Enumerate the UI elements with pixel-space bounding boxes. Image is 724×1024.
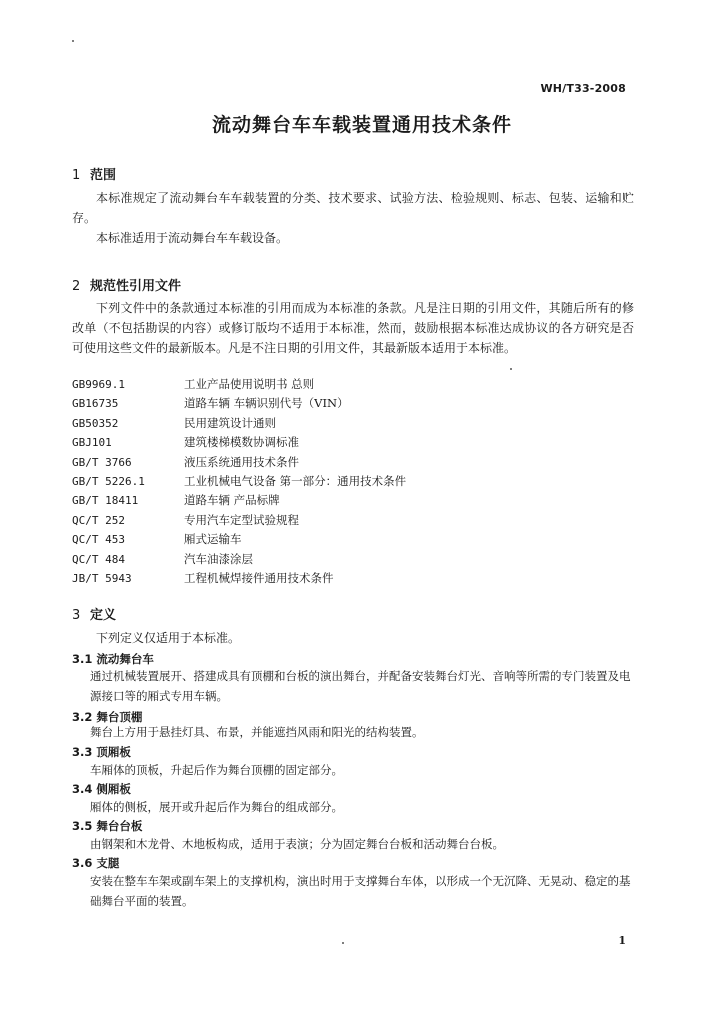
reference-code: QC/T 484: [72, 552, 125, 566]
term-heading: [72, 651, 154, 667]
reference-row: [72, 472, 632, 491]
section-2-heading: [72, 275, 181, 294]
term-title: 侧厢板: [96, 782, 131, 796]
reference-code: GB50352: [72, 416, 119, 430]
section-1-paragraph-1: 本标准规定了流动舞台车车载装置的分类、技术要求、试验方法、检验规则、标志、包装、运输和贮存。: [72, 191, 634, 225]
reference-code: GBJ101: [72, 436, 112, 450]
term-number: 3.1: [72, 652, 93, 666]
standard-code: WH/T33-2008: [540, 82, 626, 95]
section-3-intro: 下列定义仅适用于本标准。: [96, 631, 241, 645]
section-2-paragraph: 下列文件中的条款通过本标准的引用而成为本标准的条款。凡是注日期的引用文件，其随后所有的修改单（不包括勘误的内容）或修订版均不适用于本标准，然而，鼓励根据本标准达成协议的各方研究是否可使用这些文件的最新版本。凡是不注日期的引用文件，其最新版本适用于本标准。: [72, 301, 634, 355]
reference-title: 道路车辆 车辆识别代号（VIN）: [184, 396, 349, 411]
term-definition: 厢体的侧板，展开或升起后作为舞台的组成部分。: [90, 800, 343, 814]
scan-speck: [510, 368, 512, 370]
reference-title: 工程机械焊接件通用技术条件: [184, 570, 334, 585]
reference-row: [72, 414, 632, 433]
reference-code: QC/T 252: [72, 513, 125, 527]
section-3-number: 3: [72, 608, 81, 623]
reference-code: GB9969.1: [72, 378, 125, 391]
reference-title: 厢式运输车: [184, 532, 242, 547]
term-definition: 安装在整车车架或副车架上的支撑机构，演出时用于支撑舞台车体，以形成一个无沉降、无晃动、稳定的基础舞台平面的装置。: [90, 874, 631, 908]
scan-speck: [72, 40, 74, 42]
reference-title: 道路车辆 产品标牌: [184, 493, 280, 508]
section-1-heading: [72, 164, 116, 183]
reference-title: 液压系统通用技术条件: [184, 454, 299, 469]
reference-code: GB16735: [72, 397, 119, 411]
term-heading: [72, 818, 142, 834]
reference-row: [72, 433, 632, 452]
term-definition: 车厢体的顶板，升起后作为舞台顶棚的固定部分。: [90, 763, 343, 777]
reference-row: [72, 550, 632, 569]
term-number: 3.6: [72, 856, 93, 870]
reference-row: [72, 375, 632, 394]
section-3-title: 定义: [90, 608, 117, 623]
reference-title: 工业产品使用说明书 总则: [184, 377, 315, 391]
term-definition: 由钢架和木龙骨、木地板构成，适用于表演；分为固定舞台台板和活动舞台台板。: [90, 837, 504, 851]
reference-list: [72, 375, 632, 588]
reference-row: [72, 569, 632, 588]
scan-speck: [342, 942, 344, 944]
term-number: 3.2: [72, 710, 93, 724]
term-title: 顶厢板: [96, 745, 131, 759]
reference-code: QC/T 453: [72, 533, 125, 547]
section-1-title: 范围: [90, 168, 117, 183]
page-number: 1: [618, 934, 626, 947]
reference-title: 民用建筑设计通则: [184, 415, 276, 430]
section-1-paragraph-2: 本标准适用于流动舞台车车载设备。: [96, 231, 289, 245]
reference-code: GB/T 18411: [72, 494, 139, 508]
term-definition: 舞台上方用于悬挂灯具、布景，并能遮挡风雨和阳光的结构装置。: [90, 725, 424, 739]
term-heading: [72, 744, 131, 760]
term-heading: [72, 855, 119, 871]
section-3-heading: [72, 604, 116, 623]
reference-row: [72, 511, 632, 530]
reference-code: GB/T 3766: [72, 455, 132, 469]
term-title: 舞台台板: [96, 819, 143, 833]
section-2-number: 2: [72, 279, 81, 294]
term-heading: [72, 781, 131, 797]
reference-code: GB/T 5226.1: [72, 474, 145, 488]
section-1-number: 1: [72, 168, 81, 183]
term-number: 3.5: [72, 819, 93, 833]
reference-title: 工业机械电气设备 第一部分：通用技术条件: [184, 473, 407, 488]
reference-row: [72, 453, 632, 472]
reference-title: 建筑楼梯模数协调标准: [184, 435, 299, 450]
reference-title: 专用汽车定型试验规程: [184, 512, 299, 527]
term-number: 3.3: [72, 745, 93, 759]
reference-code: JB/T 5943: [72, 571, 132, 585]
reference-row: [72, 394, 632, 413]
term-definition: 通过机械装置展开、搭建成具有顶棚和台板的演出舞台，并配备安装舞台灯光、音响等所需的专门装置及电源接口等的厢式专用车辆。: [90, 669, 631, 703]
term-title: 舞台顶棚: [96, 710, 143, 724]
term-title: 流动舞台车: [96, 652, 154, 666]
reference-row: [72, 491, 632, 510]
term-number: 3.4: [72, 782, 93, 796]
reference-row: [72, 530, 632, 549]
reference-title: 汽车油漆涂层: [184, 551, 253, 566]
term-title: 支腿: [96, 856, 120, 870]
document-title: 流动舞台车车载装置通用技术条件: [211, 114, 512, 136]
section-2-title: 规范性引用文件: [90, 279, 182, 294]
